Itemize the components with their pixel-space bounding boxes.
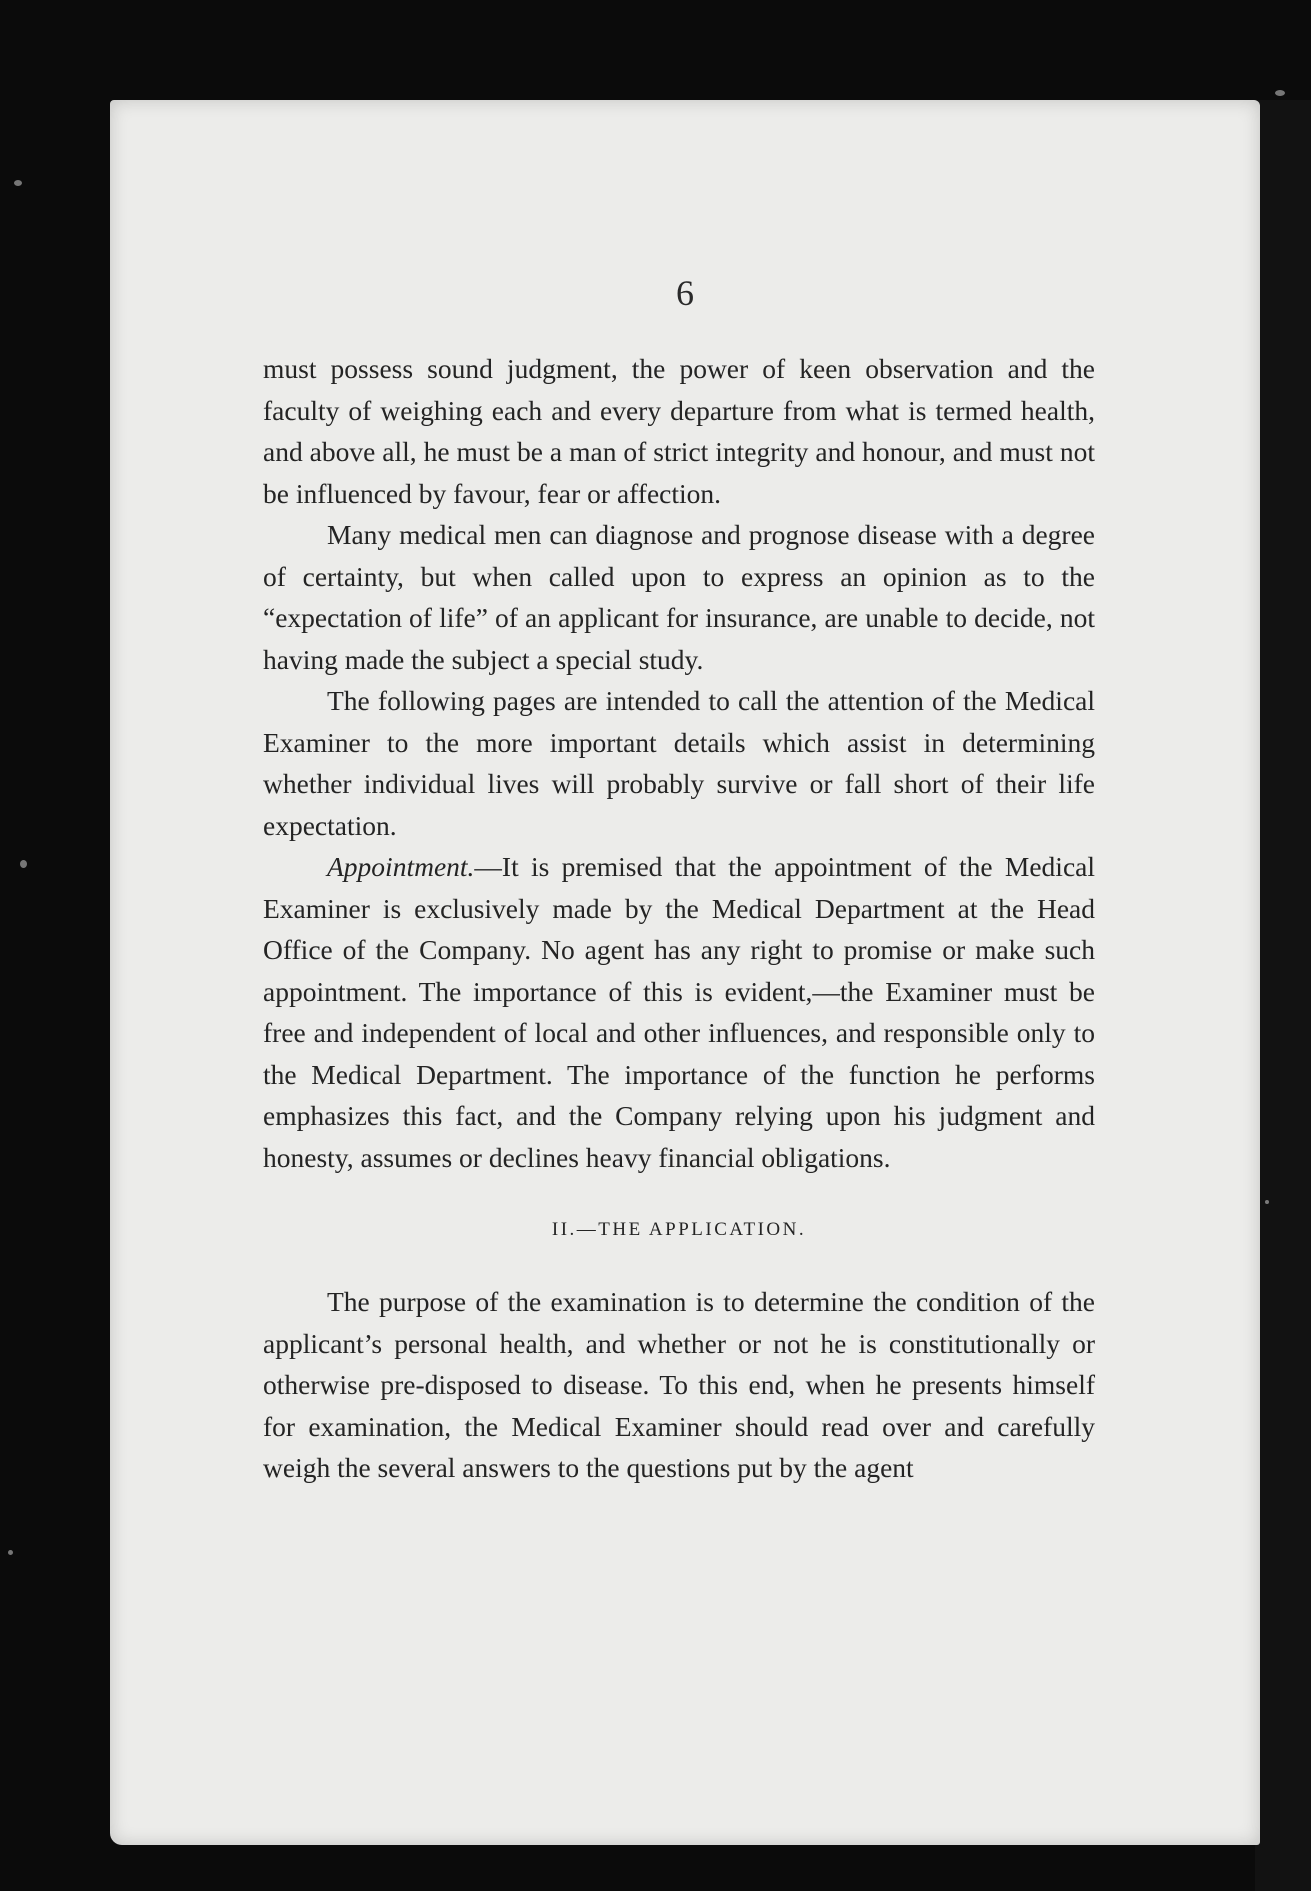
paragraph-appointment	[263, 846, 1095, 1178]
appointment-text: —It is premised that the appointment of the Medical Examiner is exclusively made by the Medical Department at the Head Office of the Company. No agent has any right to promise or make such appointment. The importance of this is evident,—the Examiner must be free and independent of local and other influences, and responsible only to the Medical Department. The importance of the function he performs emphasizes this fact, and the Company relying upon his judgment and honesty, assumes or declines heavy financial obligations.	[263, 851, 1095, 1173]
scan-speck	[14, 180, 22, 186]
scan-speck	[20, 860, 27, 868]
scan-speck	[8, 1550, 13, 1555]
paragraph-application: The purpose of the examination is to determine the condition of the applicant’s personal health, and whether or not he is constitutionally or otherwise pre-disposed to disease. To this end, when he presents himself for examination, the Medical Examiner should read over and carefully weigh the several answers to the questions put by the agent	[263, 1286, 1095, 1483]
scan-speck	[1275, 90, 1285, 96]
appointment-lead: Appointment.	[327, 851, 475, 882]
scan-right-edge	[1255, 100, 1311, 1891]
scan-speck	[1265, 1200, 1269, 1204]
body-text	[263, 348, 1095, 1489]
paragraph-following-pages: The following pages are intended to call the attention of the Medical Examiner to the more important details which assist in determining whether individual lives will probably survive or fall short of their life expectation.	[263, 685, 1095, 841]
paragraph-continued: must possess sound judgment, the power of keen observation and the faculty of weighing each and every departure from what is termed health, and above all, he must be a man of strict integrity and honour, and must not be influenced by favour, fear or affection.	[263, 353, 1095, 509]
section-heading: II.—THE APPLICATION.	[551, 1219, 807, 1240]
page-number: 6	[676, 273, 694, 313]
document-page	[110, 100, 1260, 1845]
paragraph-expectation-of-life: Many medical men can diagnose and prognose disease with a degree of certainty, but when called upon to express an opinion as to the “expectation of life” of an applicant for insurance, are unable to decide, not having made the subject a special study.	[263, 519, 1095, 675]
